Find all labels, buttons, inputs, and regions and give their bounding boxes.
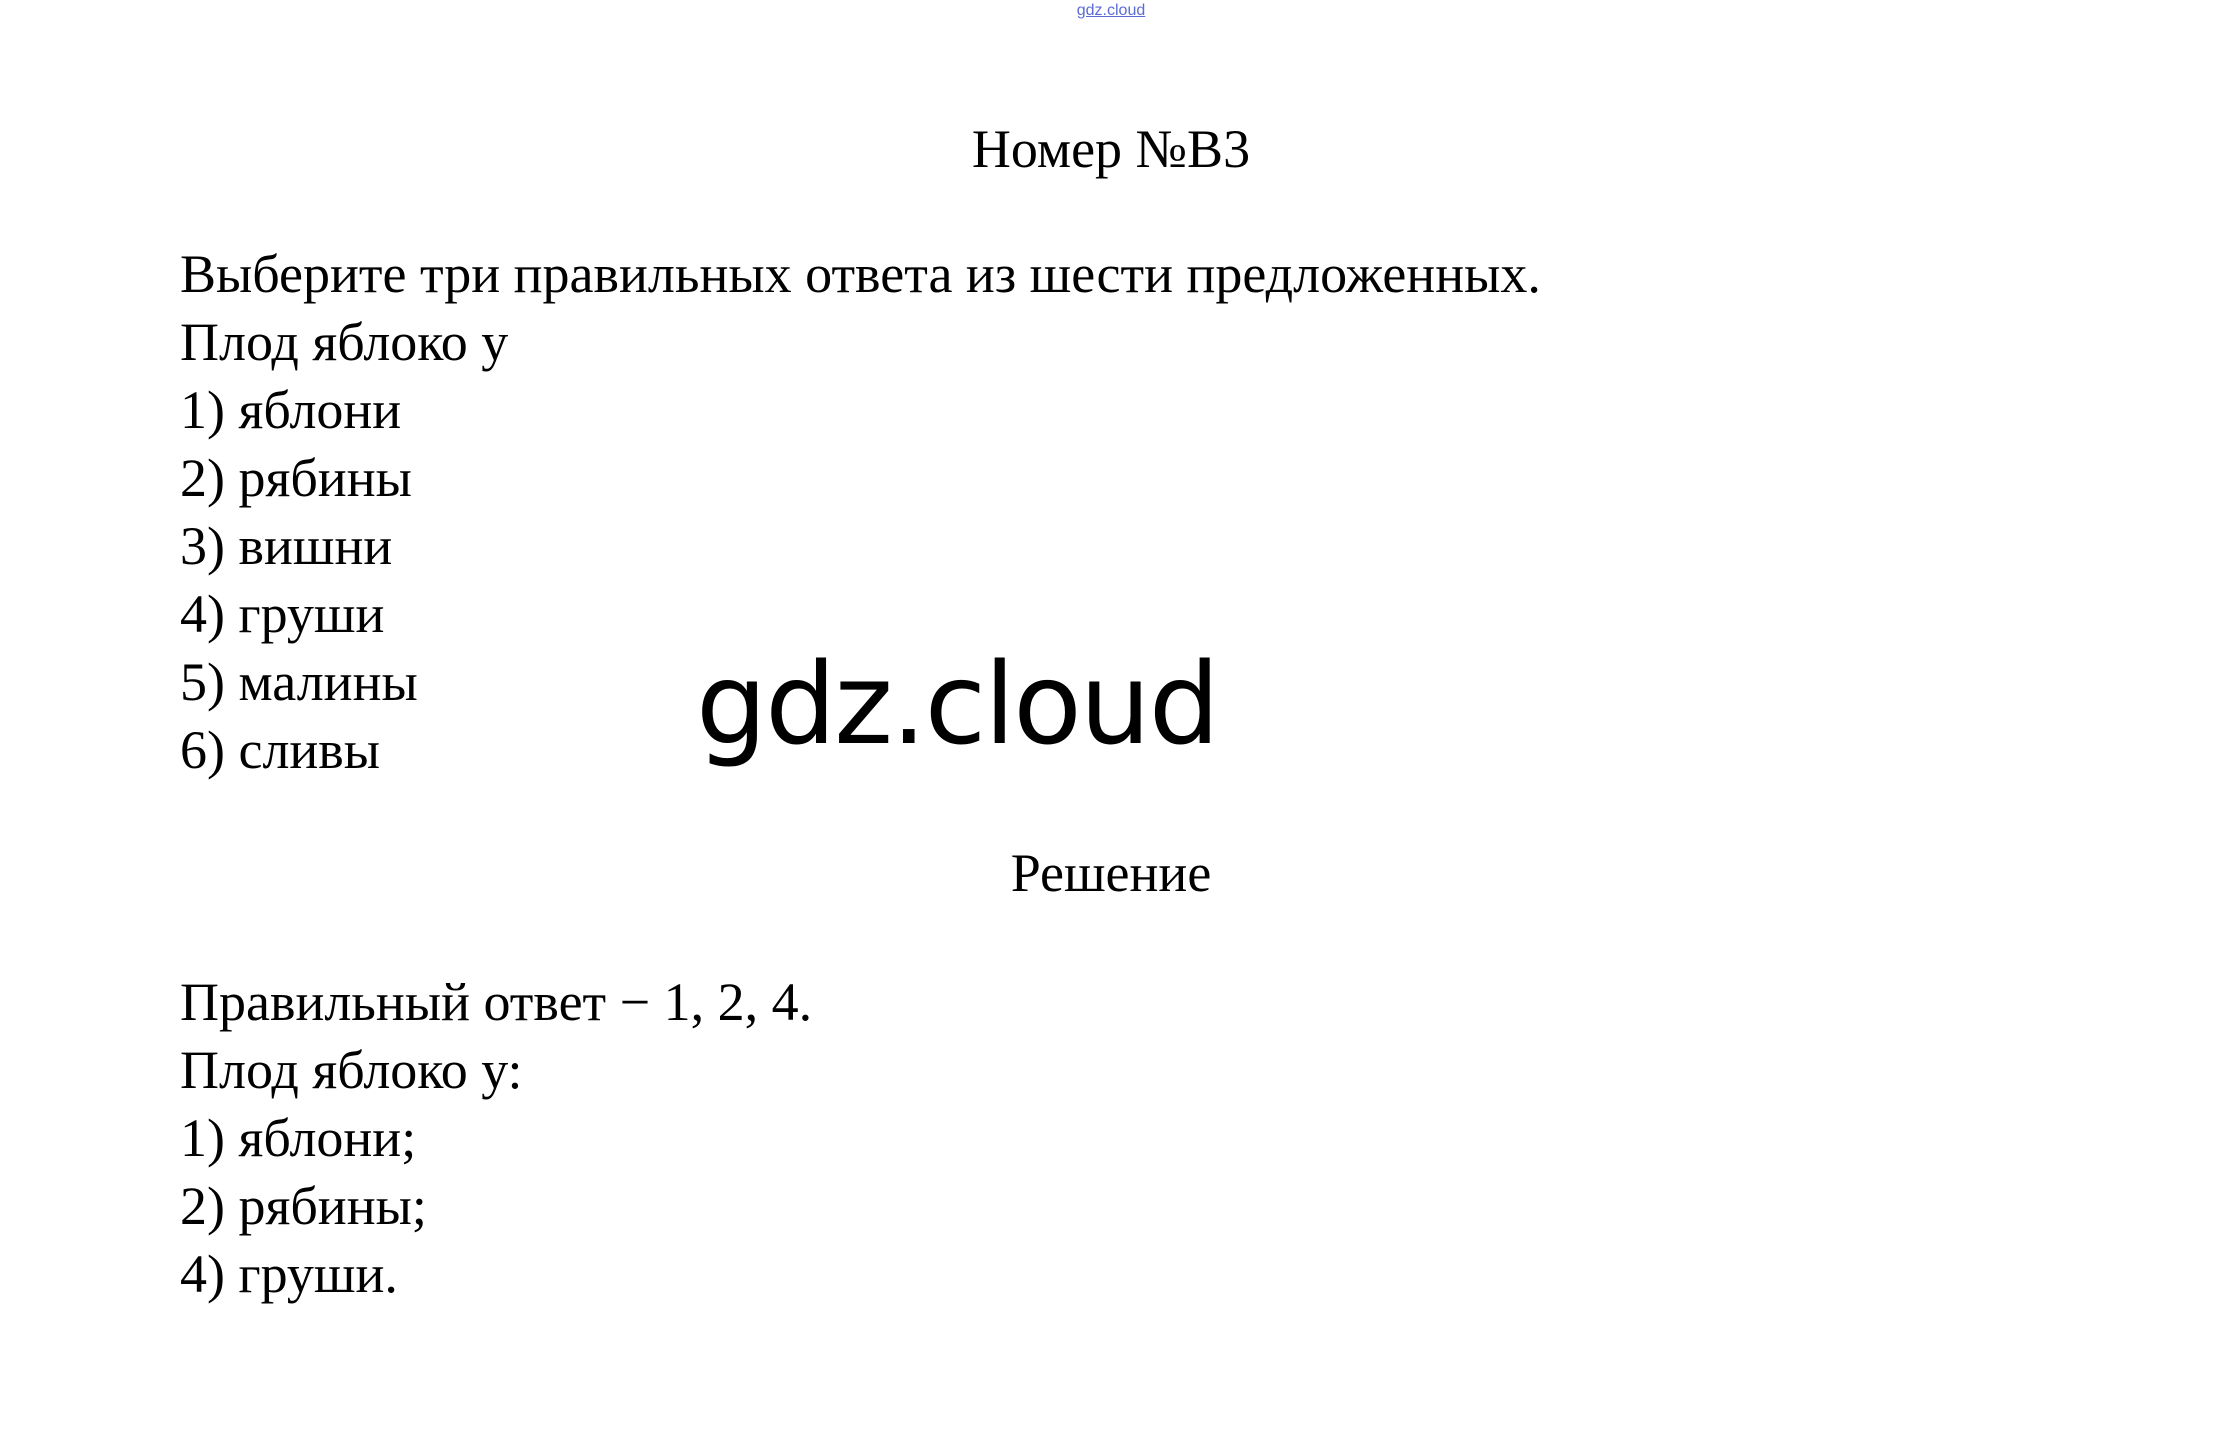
question-prompt: Выберите три правильных ответа из шести предложенных. bbox=[180, 244, 1541, 304]
page-title: Номер №B3 bbox=[971, 119, 1251, 179]
solution-stem: Плод яблоко у: bbox=[180, 1040, 523, 1100]
brand-watermark: gdz.cloud bbox=[696, 640, 1218, 770]
solution-heading: Решение bbox=[1010, 843, 1212, 903]
option-item: 2) рябины bbox=[180, 448, 412, 508]
option-item: 1) яблони bbox=[180, 380, 402, 440]
solution-item: 1) яблони; bbox=[180, 1108, 417, 1168]
option-item: 5) малины bbox=[180, 652, 418, 712]
question-stem: Плод яблоко у bbox=[180, 312, 509, 372]
solution-block bbox=[180, 968, 2080, 1308]
option-item: 4) груши bbox=[180, 584, 385, 644]
top-watermark: gdz.cloud bbox=[1076, 2, 1146, 19]
option-item: 3) вишни bbox=[180, 516, 393, 576]
solution-item: 2) рябины; bbox=[180, 1176, 427, 1236]
option-item: 6) сливы bbox=[180, 720, 381, 780]
answer-line: Правильный ответ − 1, 2, 4. bbox=[180, 972, 813, 1032]
solution-item: 4) груши. bbox=[180, 1244, 398, 1304]
